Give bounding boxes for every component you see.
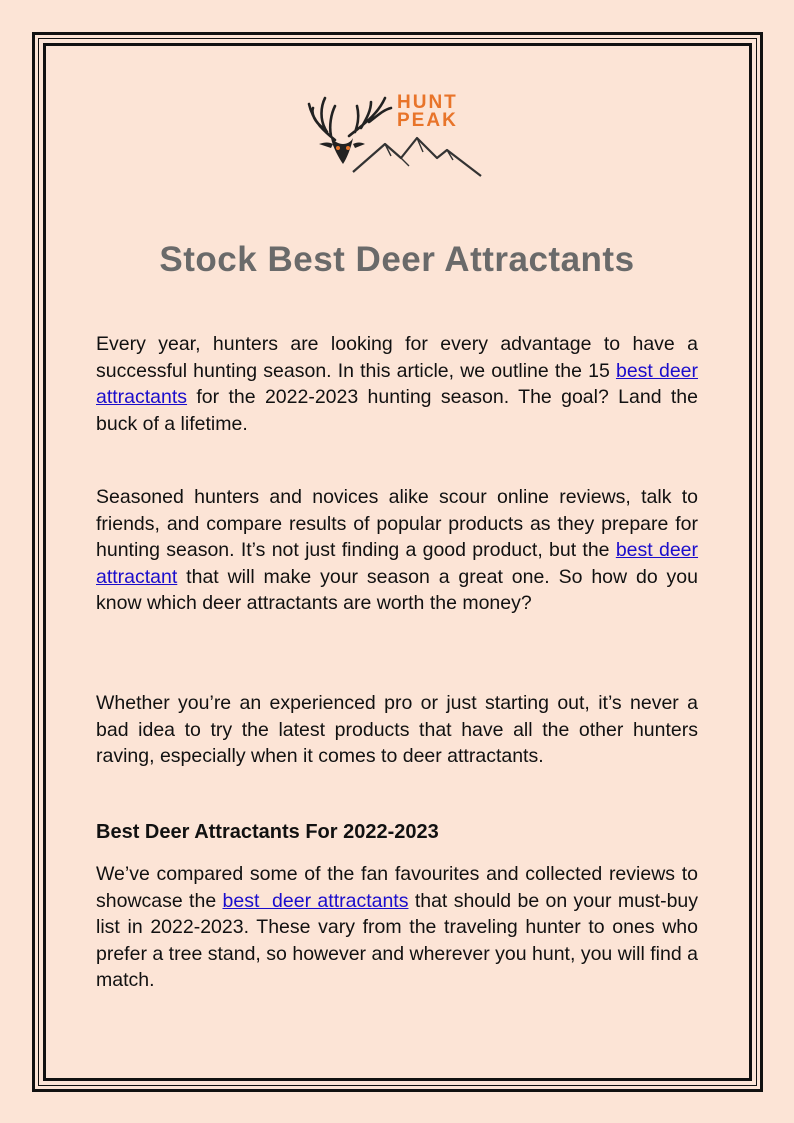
seasoned-hunters-paragraph xyxy=(96,484,698,617)
best-deer-attractants-link-2[interactable]: best deer attractants xyxy=(222,889,409,912)
text: that will make your season a great one. So how do you know which deer attractants are worth the money? xyxy=(96,565,698,615)
page-title: Stock Best Deer Attractants xyxy=(159,240,635,279)
best-deer-attractant-link[interactable]: best deer attractant xyxy=(96,539,699,588)
logo-word-peak: PEAK xyxy=(397,110,458,131)
section-heading: Best Deer Attractants For 2022-2023 xyxy=(96,821,439,843)
experienced-pro-paragraph: Whether you’re an experienced pro or just starting out, it’s never a bad idea to try the latest products that have all the other hunters raving, especially when it comes to deer attractants. xyxy=(96,692,698,768)
text: that should be on your must-buy list in 2022-2023. These vary from the traveling hunter to ones who prefer a tree stand, so however and wherever you hunt, you will find a match. xyxy=(96,889,699,992)
text: We’ve compared some of the fan favourites and collected reviews to showcase the xyxy=(96,863,698,912)
logo-wordmark xyxy=(397,94,458,130)
intro-paragraph xyxy=(96,331,698,437)
comparison-paragraph xyxy=(96,861,698,994)
hunt-peak-logo xyxy=(305,92,495,178)
text: for the 2022-2023 hunting season. The goal? Land the buck of a lifetime. xyxy=(96,386,698,435)
text: Every year, hunters are looking for every advantage to have a successful hunting season. In this article, we outline the 15 xyxy=(96,333,698,382)
logo-word-hunt: HUNT xyxy=(397,92,458,113)
best-deer-attractants-link[interactable]: best deer attractants xyxy=(96,359,698,409)
text: Seasoned hunters and novices alike scour online reviews, talk to friends, and compare results of popular products as they prepare for hunting season. It’s not just finding a good product, but the xyxy=(96,486,698,562)
